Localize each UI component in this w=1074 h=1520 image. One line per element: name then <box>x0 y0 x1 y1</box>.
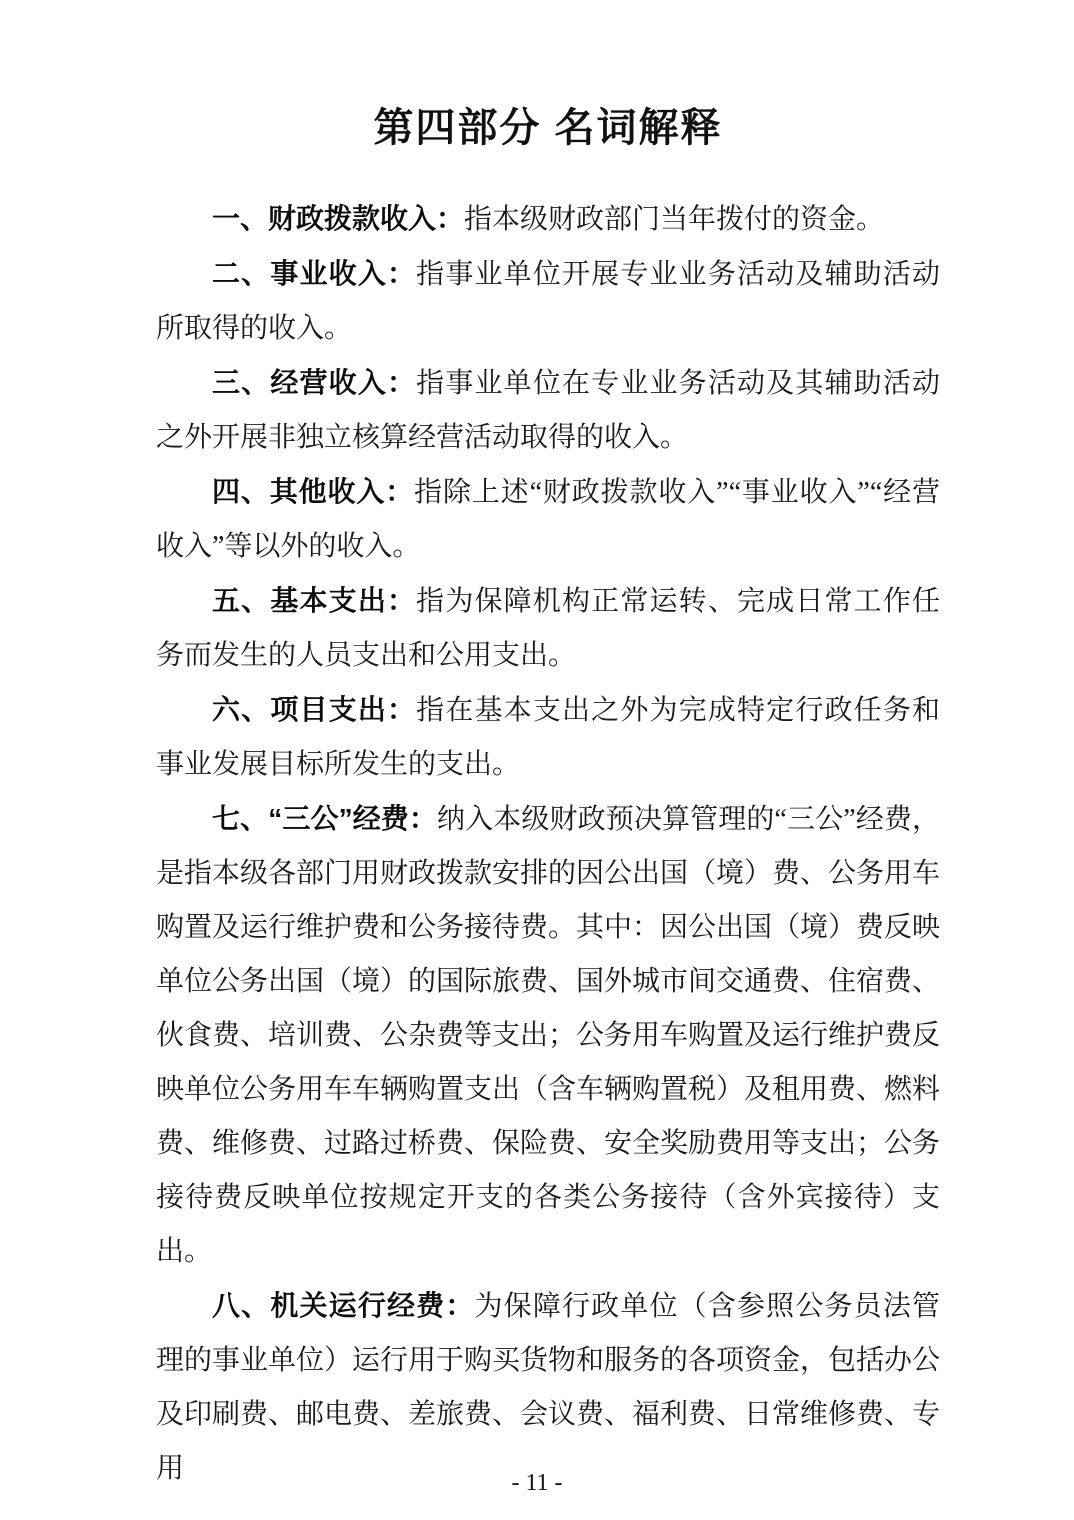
page-title: 第四部分 名词解释 <box>373 106 723 150</box>
glossary-term-definition: 指在基本支出之外为完成特定行政任务和事业发展目标所发生的支出。 <box>156 695 940 780</box>
glossary-paragraph <box>156 465 940 574</box>
document-body <box>156 192 940 1496</box>
glossary-term-definition: 纳入本级财政预决算管理的“三公”经费，是指本级各部门用财政拨款安排的因公出国（境）费、公务用车购置及运行维护费和公务接待费。其中：因公出国（境）费反映单位公务出国（境）的国际旅费、国外城市间交通费、住宿费、伙食费、培训费、公杂费等支出；公务用车购置及运行维护费反映单位公务用车车辆购置支出（含车辆购置税）及租用费、燃料费、维修费、过路过桥费、保险费、安全奖励费用等支出；公务接待费反映单位按规定开支的各类公务接待（含外宾接待）支出。 <box>156 804 941 1267</box>
glossary-term-label: 一、财政拨款收入： <box>212 203 465 234</box>
glossary-term-definition: 为保障行政单位（含参照公务员法管理的事业单位）运行用于购买货物和服务的各项资金，包括办公及印刷费、邮电费、差旅费、会议费、福利费、日常维修费、专用 <box>156 1291 941 1484</box>
glossary-term-label: 三、经营收入： <box>212 367 417 398</box>
glossary-term-label: 四、其他收入： <box>212 476 415 507</box>
glossary-paragraph <box>156 192 940 247</box>
glossary-term-label: 六、项目支出： <box>212 694 417 725</box>
glossary-term-label: 五、基本支出： <box>212 585 417 616</box>
glossary-paragraph <box>156 1279 940 1496</box>
glossary-paragraph <box>156 683 940 792</box>
glossary-term-definition: 指为保障机构正常运转、完成日常工作任务而发生的人员支出和公用支出。 <box>156 586 940 671</box>
glossary-paragraph <box>156 356 940 465</box>
glossary-term-definition: 指事业单位开展专业业务活动及辅助活动所取得的收入。 <box>156 259 940 344</box>
page-number: - 11 - <box>511 1470 563 1496</box>
glossary-term-label: 二、事业收入： <box>212 258 417 289</box>
glossary-term-definition: 指事业单位在专业业务活动及其辅助活动之外开展非独立核算经营活动取得的收入。 <box>156 368 940 453</box>
glossary-term-definition: 指本级财政部门当年拨付的资金。 <box>464 204 885 235</box>
glossary-paragraph <box>156 574 940 683</box>
glossary-term-label: 七、“三公”经费： <box>212 803 438 834</box>
glossary-term-definition: 指除上述“财政拨款收入”“事业收入”“经营收入”等以外的收入。 <box>156 477 940 562</box>
glossary-paragraph <box>156 792 940 1279</box>
glossary-paragraph <box>156 247 940 356</box>
glossary-term-label: 八、机关运行经费： <box>212 1290 475 1321</box>
